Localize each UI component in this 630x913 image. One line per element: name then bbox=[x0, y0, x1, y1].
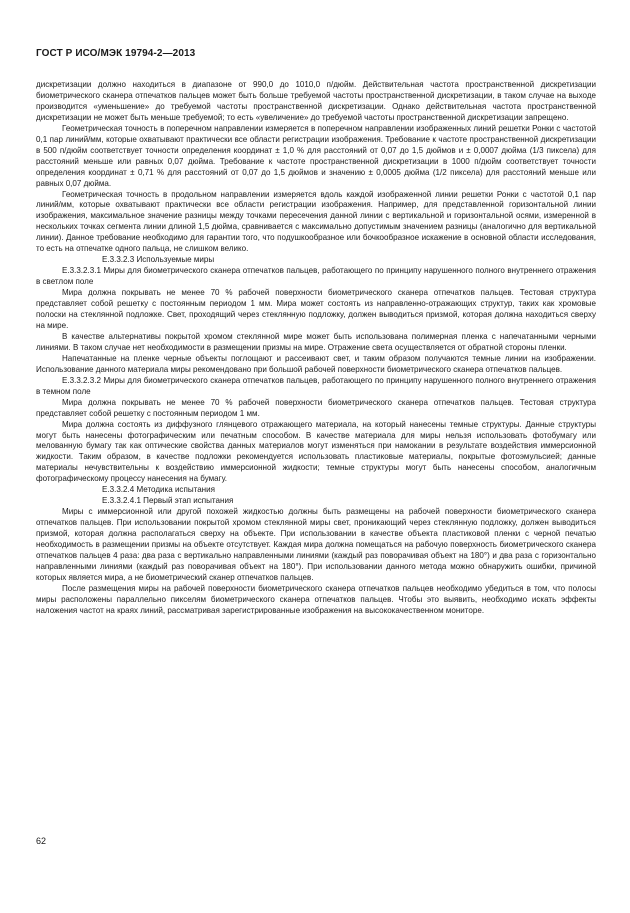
paragraph: Мира должна покрывать не менее 70 % рабочей поверхности биометрического сканера отпечатков пальцев. Тестовая структура представляет собой решетку с постоянным периодом 1 мм. bbox=[36, 397, 596, 418]
section-heading: E.3.3.2.3 Используемые миры bbox=[102, 255, 215, 265]
section-heading: E.3.3.2.4 Методика испытания bbox=[102, 485, 215, 495]
paragraph: дискретизации должно находиться в диапазоне от 990,0 до 1010,0 п/дюйм. Действительная частота пространственной дискретизации биометрического сканера отпечатков пальцев может быть больше требуемой частоты пространственной дискретизации, в таком случае на выходе производится «уменьшение» до требуемой частоты пространственной дискретизации. Однако действительная частота пространственной дискретизации не может быть меньше требуемой; то есть «увеличение» до требуемой частоты пространственной дискретизации запрещено. bbox=[36, 80, 596, 122]
paragraph: Геометрическая точность в продольном направлении измеряется вдоль каждой изображенной линии решетки Ронки с частотой 0,1 пар линий/мм, которые охватывают практически все области регистрации изображения. Например, для представленной горизонтальной линии изображения, максимальное значение разницы между точками пересечения данной линии с вертикальной и горизонтальной осями, измеренной в нескольких точках сегмента линии длиной 1,5 дюйма, сравнивается с максимально допустимым значением разницы (аналогично для вертикальной линии). Данное требование необходимо для гарантии того, что подушкообразное или бочкообразное искажение в основной области исследования, то есть на отпечатке одного пальца, не слишком велико. bbox=[36, 189, 596, 254]
subsection-heading: E.3.3.2.3.2 Миры для биометрического сканера отпечатков пальцев, работающего по принципу нарушенного полного внутреннего отражения в темном поле bbox=[36, 375, 596, 396]
document-header: ГОСТ Р ИСО/МЭК 19794-2—2013 bbox=[36, 48, 196, 59]
subsection-heading: E.3.3.2.3.1 Миры для биометрического сканера отпечатков пальцев, работающего по принципу нарушенного полного внутреннего отражения в светлом поле bbox=[36, 266, 596, 287]
paragraph: В качестве альтернативы покрытой хромом стеклянной мире может быть использована полимерная пленка с напечатанными черными линиями. В таком случае нет необходимости в размещении призмы на мире. Отражение света осуществляется от обратной стороны пленки. bbox=[36, 331, 596, 352]
paragraph: Геометрическая точность в поперечном направлении измеряется в поперечном направлении изображенных линий решетки Ронки с частотой 0,1 пар линий/мм, которые охватывают практически все области регистрации изображения. Требование к частоте пространственной дискретизации в 500 п/дюйм соответствует точности определения координат ± 1,0 % для расстояний от 0,07 до 1,5 дюймов и ± 0,0007 дюйма (1/3 пиксела) для расстояний меньше или равных 0,07 дюйма. Требование к частоте пространственной дискретизации в 1000 п/дюйм соответствует точности определения координат ± 0,71 % для расстояний от 0,07 до 1,5 дюймов и значению ± 0,0005 дюйма (1/2 пиксела) для расстояний меньше или равных 0,07 дюйма. bbox=[36, 123, 596, 188]
paragraph: Напечатанные на пленке черные объекты поглощают и рассеивают свет, и таким образом получаются темные линии на изображении. Использование данного материала миры рекомендовано при большой рабочей поверхности биометрического сканера отпечатков пальцев. bbox=[36, 353, 596, 374]
paragraph: После размещения миры на рабочей поверхности биометрического сканера отпечатков пальцев необходимо убедиться в том, что полосы миры расположены параллельно пикселям биометрического сканера отпечатков пальцев. Чтобы это выявить, необходимо искать эффекты наложения частот на краях линий, рассматривая зарегистрированные изображения на высококачественном мониторе. bbox=[36, 583, 596, 615]
paragraph: Мира должна состоять из диффузного глянцевого отражающего материала, на который нанесены темные структуры. Данные структуры могут быть нанесены фотографическим или печатным способом. В качестве материала для миры нельзя использовать фотобумагу или мелованную бумагу так как оптические свойства данных материалов могут изменяться при намокании в результате воздействия иммерсионной жидкости. Таким образом, в качестве подложки рекомендуется использовать пластиковые материалы, покрытые фотоэмульсией; данные материалы нечувствительны к воздействию иммерсионной жидкости; темные структуры могут быть нанесены способом, аналогичным фотографическому процессу нанесения на бумагу. bbox=[36, 419, 596, 484]
subsection-heading: E.3.3.2.4.1 Первый этап испытания bbox=[102, 496, 234, 506]
page-number: 62 bbox=[36, 836, 47, 846]
document-body bbox=[36, 80, 596, 617]
paragraph: Миры с иммерсионной или другой похожей жидкостью должны быть размещены на рабочей поверхности биометрического сканера отпечатков пальцев. При использовании покрытой хромом стеклянной миры свет, проникающий через стеклянную подложку, должен выводиться призмой, которая должна располагаться сверху на объекте. При использовании в качестве объекта пластиковой пленки с черной печатью необходимость в размещении призмы на объекте отсутствует. Каждая мира должна помещаться на рабочую поверхность биометрического сканера отпечатков пальцев 4 раза: два раза с вертикально направленными линиями (каждый раз поворачивая объект на 180°) и два раза с горизонтально направленными линиями (каждый раз поворачивая объект на 180°). При использовании данного метода можно обнаружить ошибки, причиной которых является мира, а не биометрический сканер отпечатков пальцев. bbox=[36, 507, 596, 582]
paragraph: Мира должна покрывать не менее 70 % рабочей поверхности биометрического сканера отпечатков пальцев. Тестовая структура представляет собой решетку с постоянным периодом 1 мм. Мира может состоять из направленно-отражающих структур, таких как хромовые полоски на стеклянной подложке. Свет, проходящий через стеклянную подложку, должен выводиться призмой, которая должна находиться сверху на мире. bbox=[36, 288, 596, 330]
